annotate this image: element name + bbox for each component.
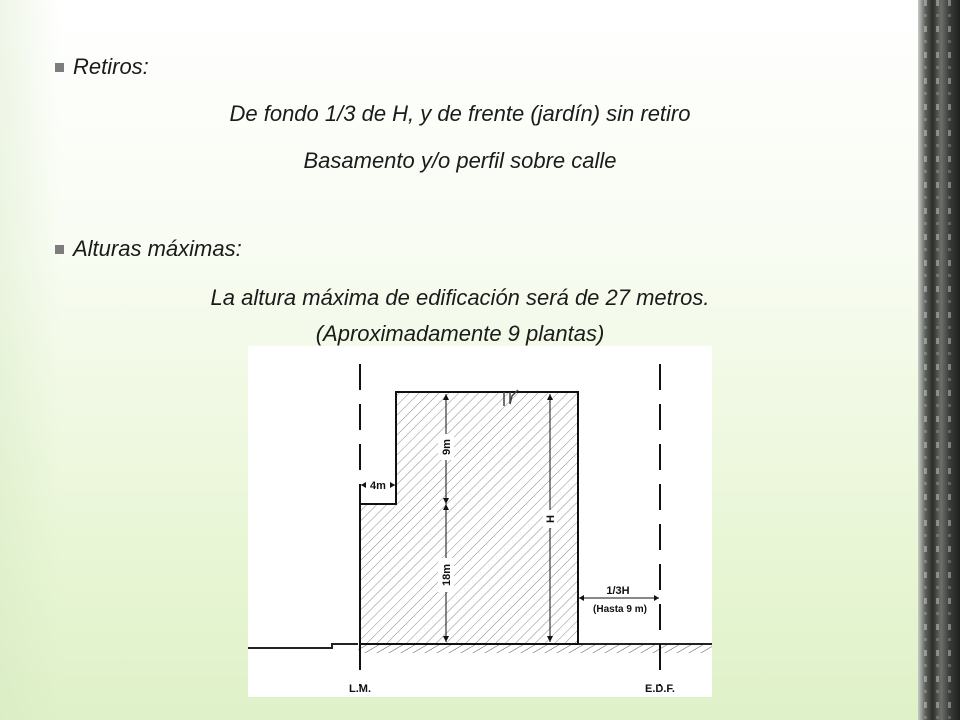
band-streak xyxy=(948,0,951,720)
dimension-label-4m: 4m xyxy=(370,480,386,492)
body-line: De fondo 1/3 de H, y de frente (jardín) sin retiro xyxy=(229,101,691,126)
bullet-retiros xyxy=(55,54,149,80)
decorative-side-band xyxy=(918,0,960,720)
label-edf: E.D.F. xyxy=(645,683,675,695)
square-bullet-icon xyxy=(55,245,64,254)
dimension-label-rear: 1/3H xyxy=(606,585,630,597)
building-section-diagram xyxy=(248,346,712,697)
bullet-heading: Alturas máximas: xyxy=(73,236,242,261)
label-lm: L.M. xyxy=(349,683,371,695)
dimension-label-18m: 18m xyxy=(441,563,453,587)
body-line: Basamento y/o perfil sobre calle xyxy=(303,148,617,173)
square-bullet-icon xyxy=(55,63,64,72)
dimension-label-h: H xyxy=(545,515,557,523)
bullet-alturas xyxy=(55,236,242,262)
band-streak xyxy=(936,0,939,720)
dimension-label-9m: 9m xyxy=(441,439,453,455)
dimension-note-rear: (Hasta 9 m) xyxy=(593,604,647,615)
band-streak xyxy=(924,0,927,720)
body-line: (Aproximadamente 9 plantas) xyxy=(315,321,605,346)
bullet-heading: Retiros: xyxy=(73,54,149,79)
body-line: La altura máxima de edificación será de 27 metros. xyxy=(210,285,710,310)
